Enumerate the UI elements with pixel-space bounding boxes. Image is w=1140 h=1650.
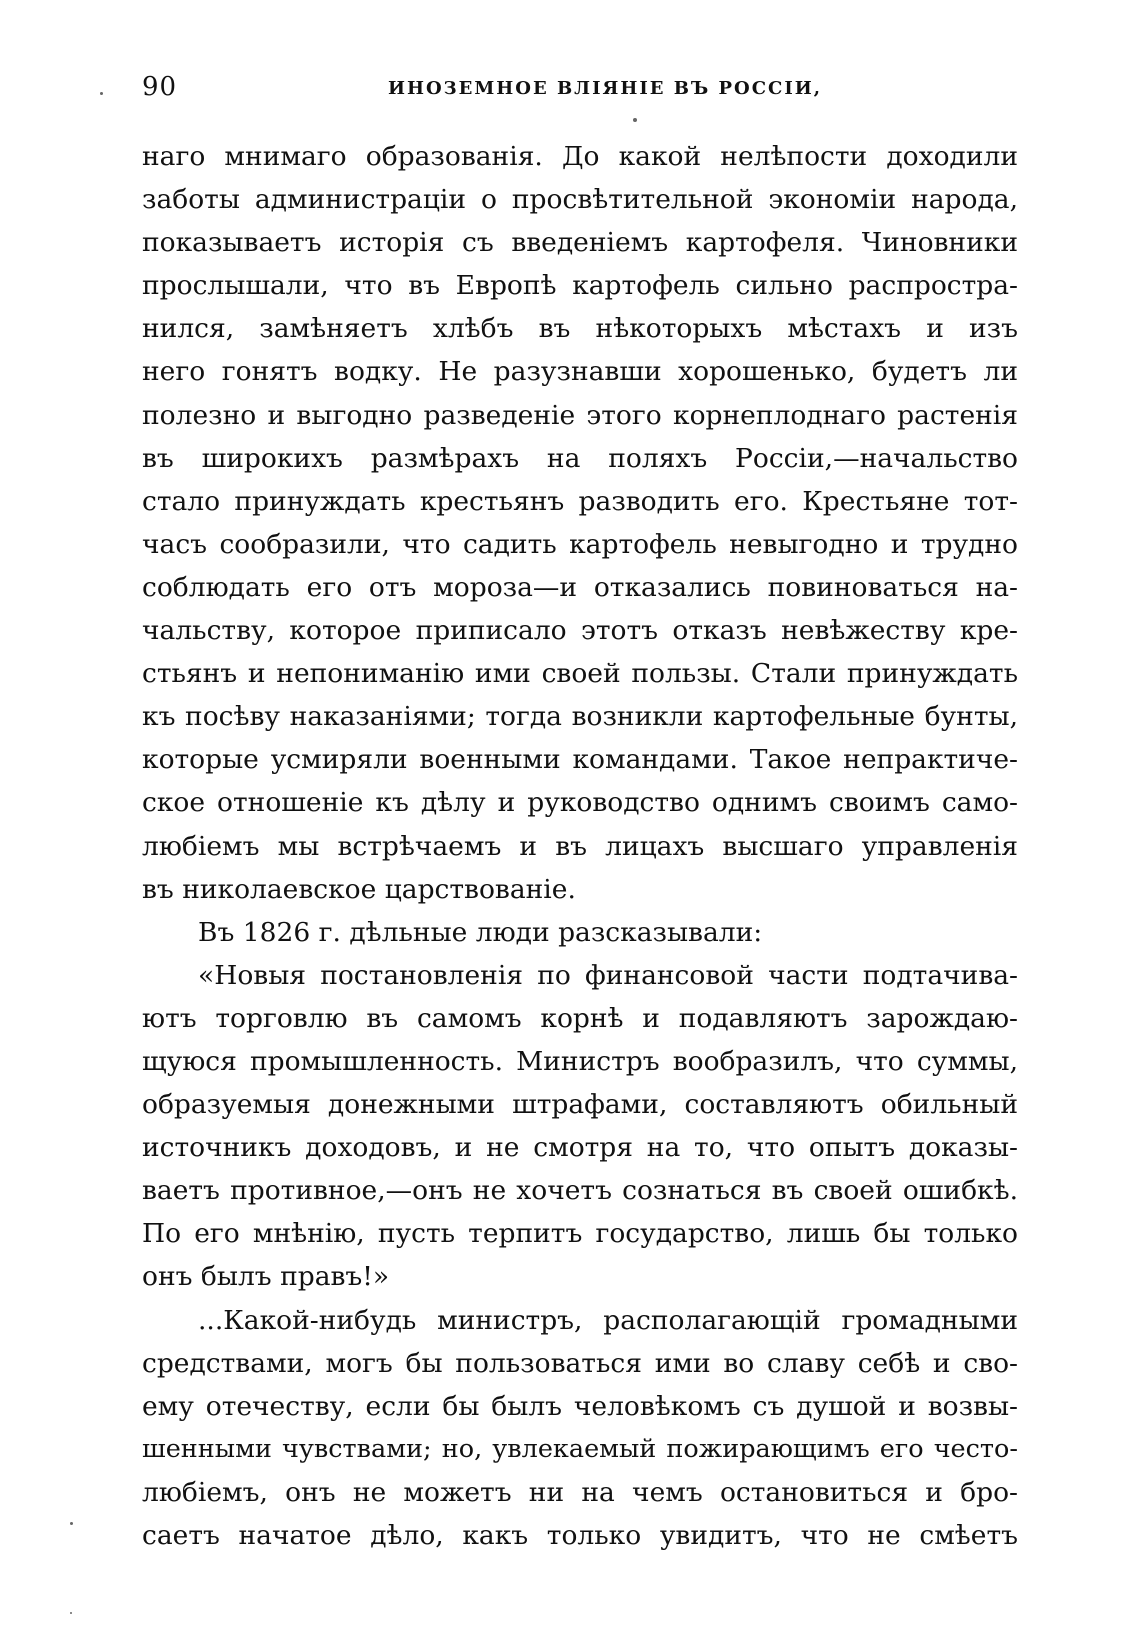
- text-line: часъ сообразили, что садить картофель невыгодно и трудно: [142, 528, 1018, 560]
- text-line: источникъ доходовъ, и не смотря на то, что опытъ доказы-: [142, 1132, 1018, 1164]
- text-line: него гонятъ водку. Не разузнавши хорошенько, будетъ ли: [142, 356, 1018, 388]
- text-line: По его мнѣнію, пусть терпитъ государство, лишь бы только: [142, 1218, 1018, 1250]
- text-line: чальству, которое приписало этотъ отказъ невѣжеству кре-: [142, 615, 1018, 647]
- ink-speck: [633, 118, 637, 122]
- text-line: ...Какой-нибудь министръ, располагающій громадными: [198, 1304, 1018, 1336]
- text-line: образуемыя донежными штрафами, составляютъ обильный: [142, 1089, 1018, 1121]
- text-line: соблюдать его отъ мороза—и отказались повиноваться на-: [142, 571, 1018, 603]
- text-line: прослышали, что въ Европѣ картофель сильно распростра-: [142, 270, 1018, 302]
- page-header: [142, 72, 1018, 112]
- text-line: нился, замѣняетъ хлѣбъ въ нѣкоторыхъ мѣстахъ и изъ: [142, 313, 1018, 345]
- text-line: наго мнимаго образованія. До какой нелѣпости доходили: [142, 141, 1018, 172]
- text-line: которые усмиряли военными командами. Такое непрактиче-: [142, 744, 1018, 776]
- running-title: ИНОЗЕМНОЕ ВЛІЯНІЕ ВЪ РОССІИ,: [387, 78, 823, 99]
- text-line: заботы администраціи о просвѣтительной экономіи народа,: [142, 184, 1018, 216]
- text-line: въ широкихъ размѣрахъ на поляхъ Россіи,—начальство: [142, 442, 1018, 474]
- text-line: «Новыя постановленія по финансовой части подтачива-: [198, 959, 1018, 991]
- ink-speck: [70, 1612, 72, 1614]
- text-line: ваетъ противное,—онъ не хочетъ сознаться въ своей ошибкѣ.: [142, 1175, 1018, 1207]
- text-line: стало принуждать крестьянъ разводить его. Крестьяне тот-: [142, 485, 1018, 517]
- text-line: онъ былъ правъ!»: [142, 1261, 390, 1293]
- text-line: ское отношеніе къ дѣлу и руководство однимъ своимъ само-: [142, 787, 1018, 819]
- text-line: средствами, могъ бы пользоваться ими во славу себѣ и сво-: [142, 1347, 1018, 1379]
- text-line: ютъ торговлю въ самомъ корнѣ и подавляютъ зарождаю-: [142, 1002, 1018, 1034]
- page-number: 90: [142, 72, 178, 102]
- text-line: въ николаевское царствованіе.: [142, 873, 576, 905]
- text-line: показываетъ исторія съ введеніемъ картофеля. Чиновники: [142, 227, 1018, 259]
- text-line: шенными чувствами; но, увлекаемый пожирающимъ его често-: [142, 1433, 1018, 1464]
- text-line: стьянъ и непониманію ими своей пользы. Стали принуждать: [142, 658, 1018, 690]
- text-line: любіемъ мы встрѣчаемъ и въ лицахъ высшаго управленія: [142, 830, 1018, 862]
- body-text: [142, 135, 1018, 1557]
- text-line: полезно и выгодно разведеніе этого корнеплоднаго растенія: [142, 399, 1018, 431]
- text-line: Въ 1826 г. дѣльные люди разсказывали:: [198, 916, 763, 948]
- text-line: ему отечеству, если бы былъ человѣкомъ съ душой и возвы-: [142, 1390, 1018, 1422]
- text-line: саетъ начатое дѣло, какъ только увидитъ, что не смѣетъ: [142, 1520, 1018, 1551]
- ink-speck: [70, 1522, 73, 1525]
- ink-speck: [100, 92, 103, 95]
- text-line: любіемъ, онъ не можетъ ни на чемъ остановиться и бро-: [142, 1476, 1018, 1508]
- text-line: къ посѣву наказаніями; тогда возникли картофельные бунты,: [142, 701, 1018, 733]
- text-line: щуюся промышленность. Министръ вообразилъ, что суммы,: [142, 1045, 1018, 1077]
